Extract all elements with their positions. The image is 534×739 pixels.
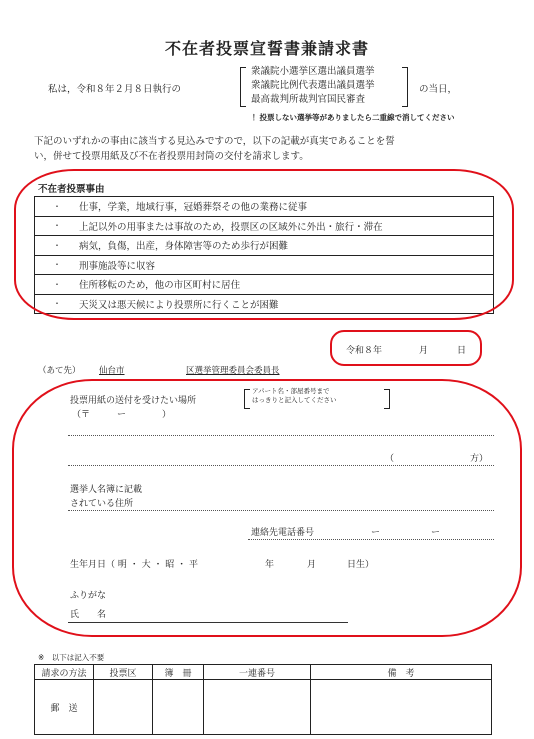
table-row (35, 680, 492, 735)
office-use-note: ※ 以下は記入不要 (38, 653, 105, 662)
table-header: 簿 冊 (153, 665, 204, 680)
reasons-highlight (14, 169, 514, 320)
apartment-note-line: アパート名・部屋番号まで (252, 387, 330, 395)
birth-label[interactable]: 生年月日（ 明 ・ 大 ・ 昭 ・ 平 (70, 560, 199, 570)
reason-text: 天災又は悪天候により投票所に行くことが困難 (79, 299, 279, 311)
send-address-label: 投票用紙の送付を受けたい場所 (70, 396, 197, 406)
phone-dash-1: ー (371, 528, 381, 538)
date-era[interactable]: 令和８年 (346, 346, 383, 356)
intro-prefix: 私は，令和８年２月８日執行の (48, 84, 182, 95)
reasons-heading: 不在者投票事由 (38, 184, 105, 195)
recipient-label: （あて先） (38, 366, 81, 376)
name-label: 氏 名 (70, 610, 107, 620)
postal-field[interactable]: （〒 ー ） (72, 410, 172, 420)
paren-open: （ (385, 454, 395, 464)
bullet-icon: ・ (53, 221, 61, 231)
apartment-note-line: はっきりと記入してください (252, 396, 337, 404)
form-title: 不在者投票宣誓書兼請求書 (164, 39, 369, 58)
table-header: 請求の方法 (35, 665, 94, 680)
reason-text: 仕事，学業，地域行事，冠婚葬祭その他の業務に従事 (79, 202, 308, 214)
recipient-office: 区選挙管理委員会委員長 (186, 366, 280, 376)
strike-note: ！投票しない選挙等がありましたら二重線で消してください (252, 113, 455, 122)
table-cell (153, 680, 204, 735)
birth-year: 年 (265, 560, 275, 570)
registered-label-2: されている住所 (70, 499, 134, 509)
office-use-table (34, 664, 492, 735)
date-month[interactable]: 月 (419, 346, 429, 356)
bullet-icon: ・ (53, 279, 61, 289)
reason-text: 住所移転のため，他の市区町村に居住 (79, 280, 241, 292)
table-header: 備 考 (311, 665, 492, 680)
right-bracket (402, 67, 408, 107)
registered-label-1: 選挙人名簿に記載 (70, 485, 143, 495)
birth-day: 日生） (347, 560, 375, 570)
bullet-icon: ・ (53, 201, 61, 211)
declaration-line-1: 下記のいずれかの事由に該当する見込みですので，以下の記載が真実であることを誓 (34, 136, 395, 147)
bullet-icon: ・ (53, 260, 61, 270)
phone-dash-2: ー (431, 528, 441, 538)
election-list (251, 65, 375, 107)
table-header: 投票区 (94, 665, 153, 680)
election-item[interactable]: 衆議院比例代表選出議員選挙 (251, 80, 375, 91)
left-bracket (240, 67, 246, 107)
bullet-icon: ・ (53, 299, 61, 309)
table-cell: 郵 送 (35, 680, 94, 735)
paren-close: 方） (470, 454, 489, 464)
reason-text: 刑事施設等に収容 (79, 260, 156, 272)
furigana-label: ふりがな (70, 591, 107, 601)
fields-highlight (12, 379, 522, 637)
date-highlight (330, 330, 482, 366)
table-cell (204, 680, 311, 735)
table-cell (311, 680, 492, 735)
reason-text: 上記以外の用事または事故のため，投票区の区域外に外出・旅行・滞在 (79, 221, 383, 233)
reason-text: 病気，負傷，出産，身体障害等のため歩行が困難 (79, 241, 289, 253)
declaration-line-2: い，併せて投票用紙及び不在者投票用封筒の交付を請求します。 (34, 151, 309, 162)
table-header: 一連番号 (204, 665, 311, 680)
recipient-city: 仙台市 (99, 366, 125, 376)
table-header-row (35, 665, 492, 680)
election-item[interactable]: 最高裁判所裁判官国民審査 (251, 94, 366, 105)
birth-month: 月 (307, 560, 317, 570)
phone-label: 連絡先電話番号 (251, 528, 315, 538)
intro-suffix: の当日， (419, 84, 458, 95)
table-cell (94, 680, 153, 735)
bullet-icon: ・ (53, 240, 61, 250)
election-item[interactable]: 衆議院小選挙区選出議員選挙 (251, 66, 375, 77)
date-day[interactable]: 日 (457, 346, 467, 356)
